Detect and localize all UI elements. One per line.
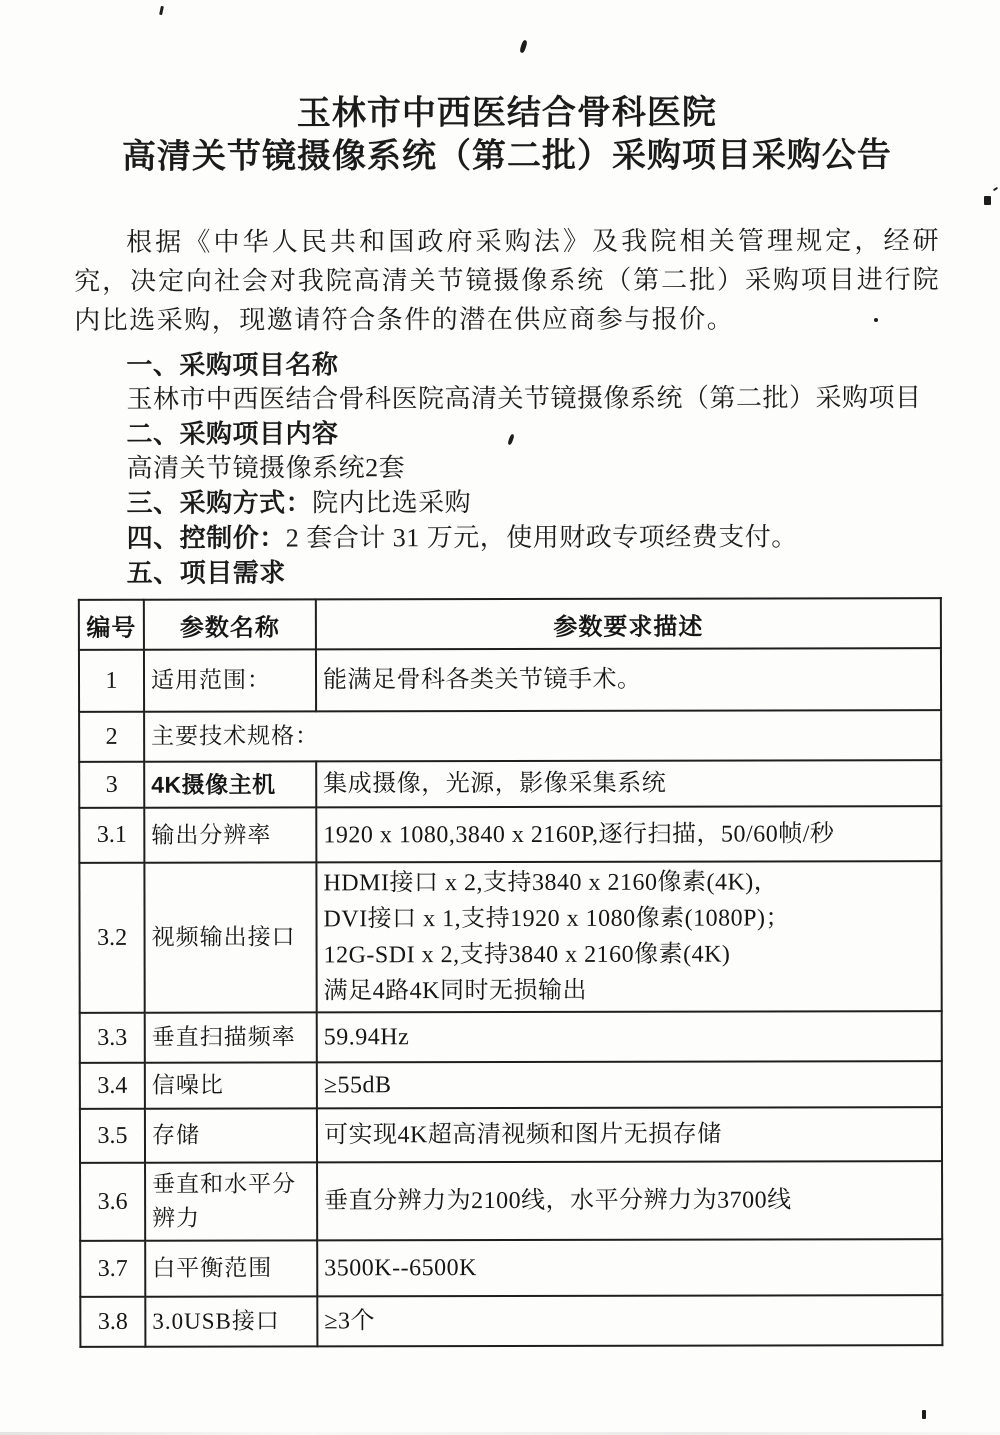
table-row [80,1161,942,1241]
table-row [79,710,941,762]
intro-paragraph: 根据《中华人民共和国政府采购法》及我院相关管理规定，经研究，决定向社会对我院高清关节镜摄像系统（第二批）采购项目进行院内比选采购，现邀请符合条件的潜在供应商参与报价。 [74,226,941,335]
cell-param-name: 视频输出接口 [144,862,316,1012]
table-row [80,1107,942,1163]
cell-param-desc [316,648,941,711]
cell-param-desc [317,1295,942,1346]
table-row [80,1239,942,1297]
desc-line: ≥55dB [323,1072,392,1099]
section-content-line: 玉林市中西医结合骨科医院高清关节镜摄像系统（第二批）采购项目 [126,383,922,414]
desc-line: 12G-SDI x 2,支持3840 x 2160像素(4K) [323,941,731,969]
desc-line: 垂直分辨力为2100线，水平分辨力为3700线 [324,1187,792,1215]
desc-line: HDMI接口 x 2,支持3840 x 2160像素(4K)， [323,869,779,897]
cell-param-name: 3.0USB接口 [145,1296,317,1346]
cell-param-desc [316,861,941,1012]
desc-line: DVI接口 x 1,支持1920 x 1080像素(1080P)； [323,905,791,933]
title-line-1: 玉林市中西医结合骨科医院 [296,93,717,133]
cell-param-desc [316,806,941,862]
cell-param-name: 主要技术规格： [144,710,941,762]
table-row [79,760,941,808]
table-row [79,861,941,1013]
scan-speck [984,196,991,205]
page-title [74,91,940,179]
cell-param-name: 4K摄像主机 [144,761,316,807]
table-header-cell: 编号 [79,600,144,650]
cell-id: 3.5 [80,1109,145,1163]
section-content-line: 高清关节镜摄像系统2套 [126,453,406,483]
cell-param-desc [317,1239,942,1296]
section-heading-row [126,415,940,452]
desc-line: 3500K--6500K [324,1255,477,1282]
cell-param-desc [317,1061,942,1108]
cell-id: 3.3 [80,1013,145,1063]
cell-id: 1 [79,650,144,712]
desc-line: ≥3个 [324,1308,376,1335]
section-inline-text: 2 套合计 31 万元，使用财政专项经费支付。 [285,522,798,553]
cell-id: 3.1 [79,808,144,863]
section-heading: 一、采购项目名称 [126,349,339,380]
cell-param-name: 白平衡范围 [145,1240,317,1296]
cell-param-name: 垂直和水平分辨力 [145,1162,317,1240]
cell-param-desc [317,1011,942,1062]
cell-id: 3.2 [79,863,144,1013]
scan-speck [922,1410,926,1419]
table-header-cell: 参数要求描述 [316,598,941,649]
desc-line: 满足4路4K同时无损输出 [323,977,588,1005]
section-heading: 二、采购项目内容 [126,418,339,449]
table-row [79,806,941,863]
cell-id: 3.4 [80,1063,145,1109]
table-row [80,1295,942,1347]
cell-id: 2 [79,712,144,762]
desc-line: 1920 x 1080,3840 x 2160P,逐行扫描，50/60帧/秒 [323,820,835,848]
cell-param-desc [317,1161,942,1240]
sections [74,346,941,591]
scan-speck [993,187,998,192]
table-row [80,1011,942,1063]
table-header-row [79,598,941,650]
section-heading: 四、控制价： [126,522,286,553]
cell-param-name: 存储 [145,1108,317,1162]
title-line-2: 高清关节镜摄像系统（第二批）采购项目采购公告 [121,136,892,176]
desc-line: 可实现4K超高清视频和图片无损存储 [323,1121,722,1149]
spec-table [78,597,944,1348]
table-row [79,648,941,712]
table-row [80,1061,942,1109]
desc-line: 能满足骨科各类关节镜手术。 [322,666,642,694]
cell-id: 3.6 [80,1163,145,1241]
cell-param-name: 垂直扫描频率 [145,1012,317,1062]
table-header-cell: 参数名称 [144,599,316,649]
section-inline-text: 院内比选采购 [312,488,472,518]
cell-id: 3.8 [80,1297,145,1347]
cell-param-name: 输出分辨率 [144,807,316,862]
cell-param-desc [317,1107,942,1162]
cell-param-name: 适用范围： [144,649,316,711]
section-heading-row [127,484,941,521]
cell-id: 3.7 [80,1241,145,1297]
section-heading-row [127,554,941,591]
spec-table-body [79,598,943,1347]
section-heading-row [127,519,941,556]
section-heading: 三、采购方式： [126,487,313,518]
desc-line: 集成摄像，光源，影像采集系统 [323,770,667,798]
document-content [74,0,943,1348]
cell-param-name: 信噪比 [145,1062,317,1108]
section-heading: 五、项目需求 [126,557,286,588]
desc-line: 59.94Hz [323,1024,410,1051]
section-heading-row [126,346,940,383]
cell-id: 3 [79,762,144,808]
cell-param-desc [316,760,941,807]
